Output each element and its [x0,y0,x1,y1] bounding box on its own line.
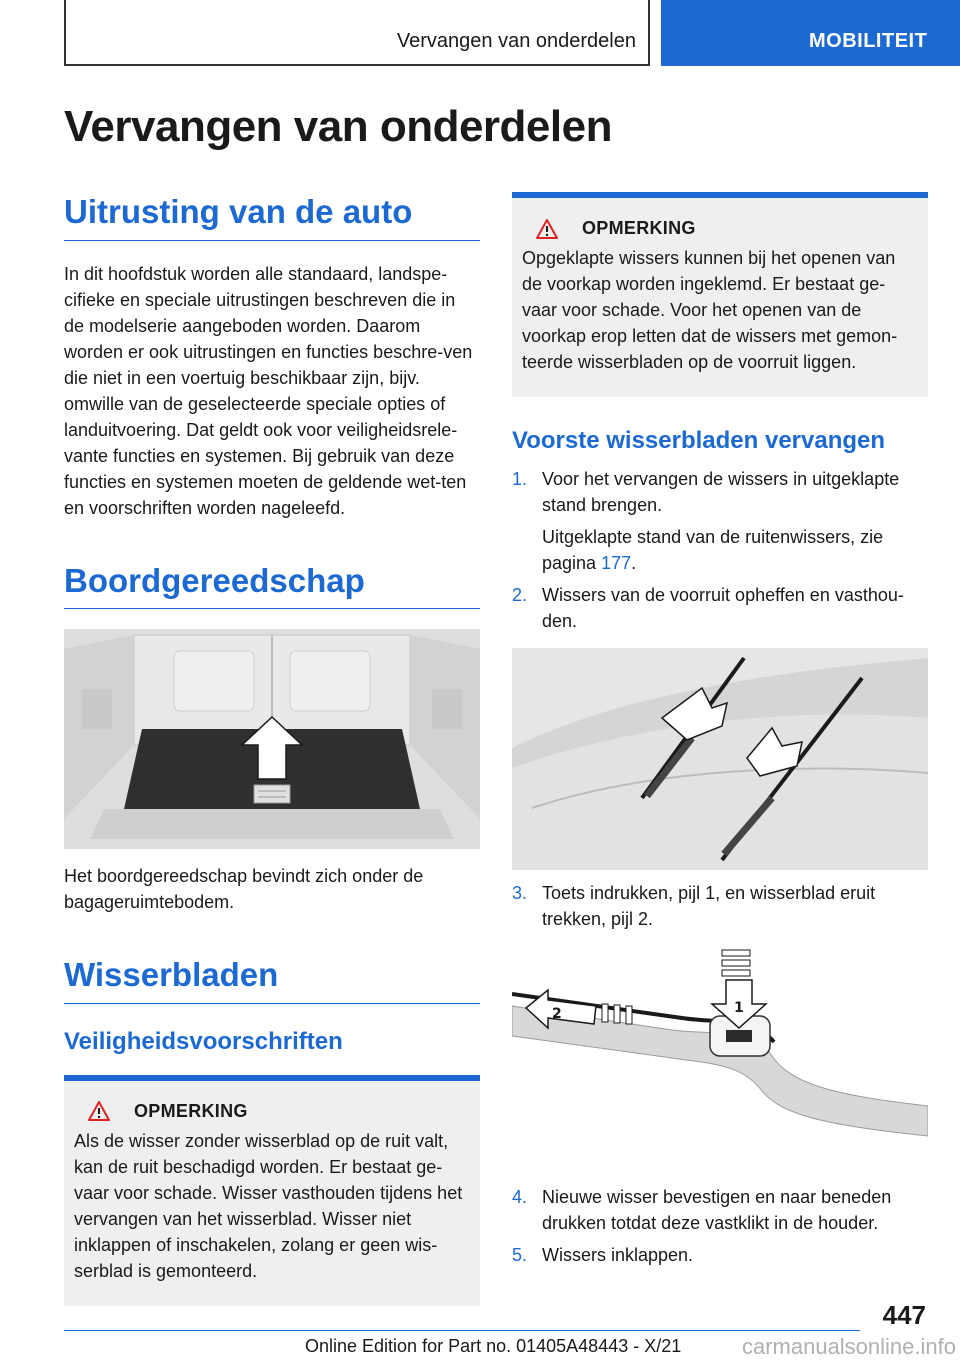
arrow-1-label: 1 [734,999,744,1016]
note-label: OPMERKING [134,1100,248,1121]
heading-safety: Veiligheidsvoorschriften [64,1027,343,1055]
step-text: Wissers van de voorruit opheffen en vasthou-den. [542,584,904,631]
note-label: OPMERKING [582,218,696,238]
step-3 [512,880,928,932]
toolkit-figure [64,629,480,849]
arrow-2-label: 2 [552,1005,562,1022]
note-text: Als de wisser zonder wisserblad op de ruit valt, kan de ruit beschadigd worden. Er bestaat ge-vaar voor schade. Wisser vasthouden tijdens het vervangen van het wisserblad. Wisser niet inklappen of inschakelen, zolang er geen wis-serblad is gemonteerd. [74,1130,463,1281]
warning-icon [536,219,558,239]
windscreen-figure [512,648,928,870]
right-column [512,192,928,1268]
wiperblade-figure [512,946,928,1170]
step-text: Wissers inklappen. [542,1244,694,1265]
page-link[interactable]: 177 [601,552,632,573]
heading-equipment: Uitrusting van de auto [64,192,480,241]
step-number: 3. [512,882,528,903]
step-2 [512,582,928,634]
step-text: Voor het vervangen de wissers in uitgeklapte stand brengen. [542,468,900,515]
watermark-text: carmanualsonline.info [741,1334,956,1359]
header-title-box [64,0,650,66]
step-number: 5. [512,1244,528,1265]
page-number: 447 [882,1300,926,1330]
footer-divider [64,1330,860,1331]
step-number: 4. [512,1186,528,1207]
steps-list-a [512,466,928,634]
equipment-text: In dit hoofdstuk worden alle standaard, landspe-cifieke en speciale uitrustingen beschreven die in de modelserie aangeboden worden. Daarom worden er ook uitrustingen en functies beschre-ven die niet in een voertuig beschikbaar zijn, bijv. omwille van de geselecteerde speciale opties of landuitvoering. Dat geldt ook voor veiligheidsrele-vante functies en systemen. Bij gebruik van deze functies en systemen moeten de geldende wet-ten en voorschriften worden nageleefd. [64,263,473,518]
heading-front-wipers: Voorste wisserbladen vervangen [512,427,886,454]
heading-toolkit: Boordgereedschap [64,561,480,610]
heading-wipers: Wisserbladen [64,955,480,1004]
windscreen-illustration [512,648,928,870]
note-bonnet [512,192,928,397]
step-number: 1. [512,468,528,489]
header-section-label: MOBILITEIT [809,30,928,52]
step-5 [512,1242,928,1268]
page-title: Vervangen van onderdelen [64,102,612,151]
trunk-illustration [64,629,480,849]
edition-text: Online Edition for Part no. 01405A48443 - X/21 [305,1336,682,1356]
step-extra: Uitgeklapte stand van de ruitenwissers, zie pagina 177. [542,526,884,573]
step-text: Toets indrukken, pijl 1, en wisserblad eruit trekken, pijl 2. [542,882,876,929]
wiperblade-illustration [512,946,928,1170]
left-column [64,192,480,1306]
step-4 [512,1184,928,1236]
warning-icon [88,1101,110,1121]
step-text: Nieuwe wisser bevestigen en naar beneden drukken totdat deze vastklikt in de houder. [542,1186,892,1233]
steps-list-c [512,1184,928,1268]
step-1 [512,466,928,576]
steps-list-b [512,880,928,932]
header-section-tab[interactable] [661,0,960,66]
note-text: Opgeklapte wissers kunnen bij het openen van de voorkap worden ingeklemd. Er bestaat ge-vaar voor schade. Voor het openen van de voorkap erop letten dat de wissers met gemon-teerde wisserbladen op de voorruit liggen. [522,248,898,372]
note-wiper-safety [64,1075,480,1306]
header-title: Vervangen van onderdelen [396,30,636,52]
toolkit-caption: Het boordgereedschap bevindt zich onder de bagageruimtebodem. [64,866,424,913]
step-number: 2. [512,584,528,605]
